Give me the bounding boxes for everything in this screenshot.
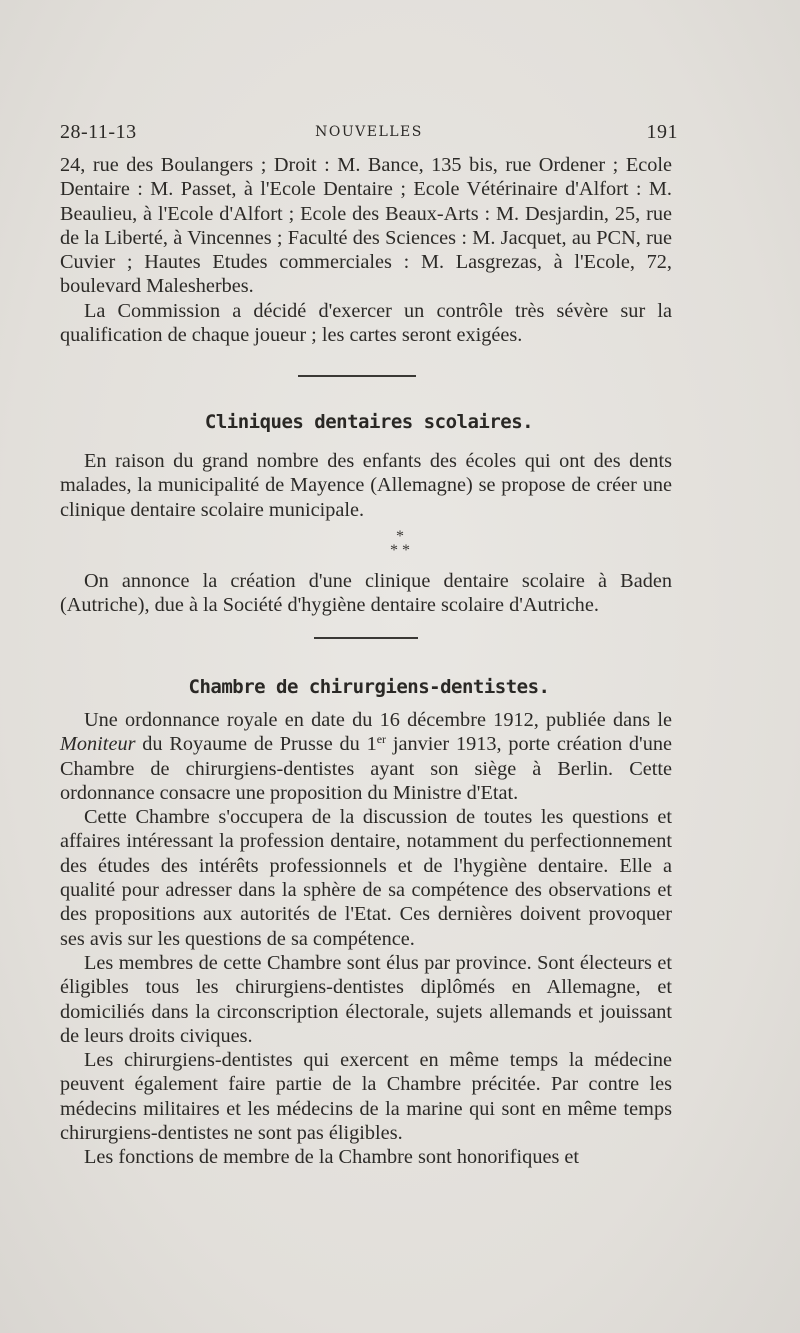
chambre-para-1-start: Une ordonnance royale en date du 16 décembre 1912, publiée dans le <box>84 709 672 731</box>
intro-continuation: 24, rue des Boulangers ; Droit : M. Bance, 135 bis, rue Ordener ; Ecole Dentaire : M. Passet, à l'Ecole Dentaire ; Ecole Vétérinaire d'Alfort : M. Beaulieu, à l'Ecole d'Alfort ; Ecole des Beaux-Arts : M. Desjardin, 25, rue de la Liberté, à Vincennes ; Faculté des Sciences : M. Jacquet, au PCN, rue Cuvier ; Hautes Etudes commerciales : M. Lasgrezas, à l'Ecole, 72, boulevard Malesherbes. <box>60 154 672 298</box>
section-divider <box>298 375 416 377</box>
header-date: 28-11-13 <box>60 121 137 143</box>
section-title-chambre: Chambre de chirurgiens-dentistes. <box>188 676 550 698</box>
chambre-para-2: Cette Chambre s'occupera de la discussion de toutes les questions et affaires intéressant la profession dentaire, notamment du perfectionnement des études des intérêts professionnels et de l'hygiène dentaire. Elle a qualité pour adresser dans la sphère de sa compétence des observations et des propositions aux autorités de l'Etat. Ces dernières doivent provoquer ses avis sur les questions de sa compétence. <box>60 806 672 950</box>
chambre-para-1-mid: du Royaume de Prusse du 1 <box>135 733 377 756</box>
asterism-top: * <box>396 528 404 545</box>
asterism-bottom: * * <box>390 542 410 559</box>
chambre-para-5: Les fonctions de membre de la Chambre sont honorifiques et <box>84 1146 580 1169</box>
cliniques-para-2-block <box>60 569 672 618</box>
chambre-para-1-end: janvier 1913, porte création d'une Chambre de chirurgiens-dentistes ayant son siège à Berlin. Cette ordonnance consacre une proposition du Ministre d'Etat. <box>60 733 672 804</box>
superscript-er: er <box>376 732 387 747</box>
cliniques-para-1: En raison du grand nombre des enfants des écoles qui ont des dents malades, la municipalité de Mayence (Allemagne) se propose de créer une clinique dentaire scolaire municipale. <box>60 450 672 521</box>
cliniques-para-1-block <box>60 449 672 522</box>
section-title-cliniques: Cliniques dentaires scolaires. <box>204 411 534 433</box>
section-divider <box>314 637 418 639</box>
cliniques-para-2: On annonce la création d'une clinique dentaire scolaire à Baden (Autriche), due à la Société d'hygiène dentaire scolaire d'Autriche. <box>60 570 672 617</box>
header-section: NOUVELLES <box>315 124 423 140</box>
chambre-para-4: Les chirurgiens-dentistes qui exercent en même temps la médecine peuvent également faire partie de la Chambre précitée. Par contre les médecins militaires et les médecins de la marine qui sont en même temps chirurgiens-dentistes ne sont pas éligibles. <box>60 1049 672 1145</box>
moniteur-title: Moniteur <box>60 733 136 756</box>
page-number: 191 <box>646 121 678 143</box>
intro-block <box>60 153 672 347</box>
intro-commission: La Commission a décidé d'exercer un contrôle très sévère sur la qualification de chaque joueur ; les cartes seront exigées. <box>60 299 672 347</box>
chambre-para-1 <box>60 708 672 805</box>
running-header <box>60 121 678 145</box>
chambre-para-3: Les membres de cette Chambre sont élus par province. Sont électeurs et éligibles tous les chirurgiens-dentistes diplômés en Allemagne, et domiciliés dans la circonscription électorale, sujets allemands et jouissant de leurs droits civiques. <box>60 951 672 1047</box>
chambre-body <box>60 708 672 1170</box>
asterism <box>0 530 800 558</box>
